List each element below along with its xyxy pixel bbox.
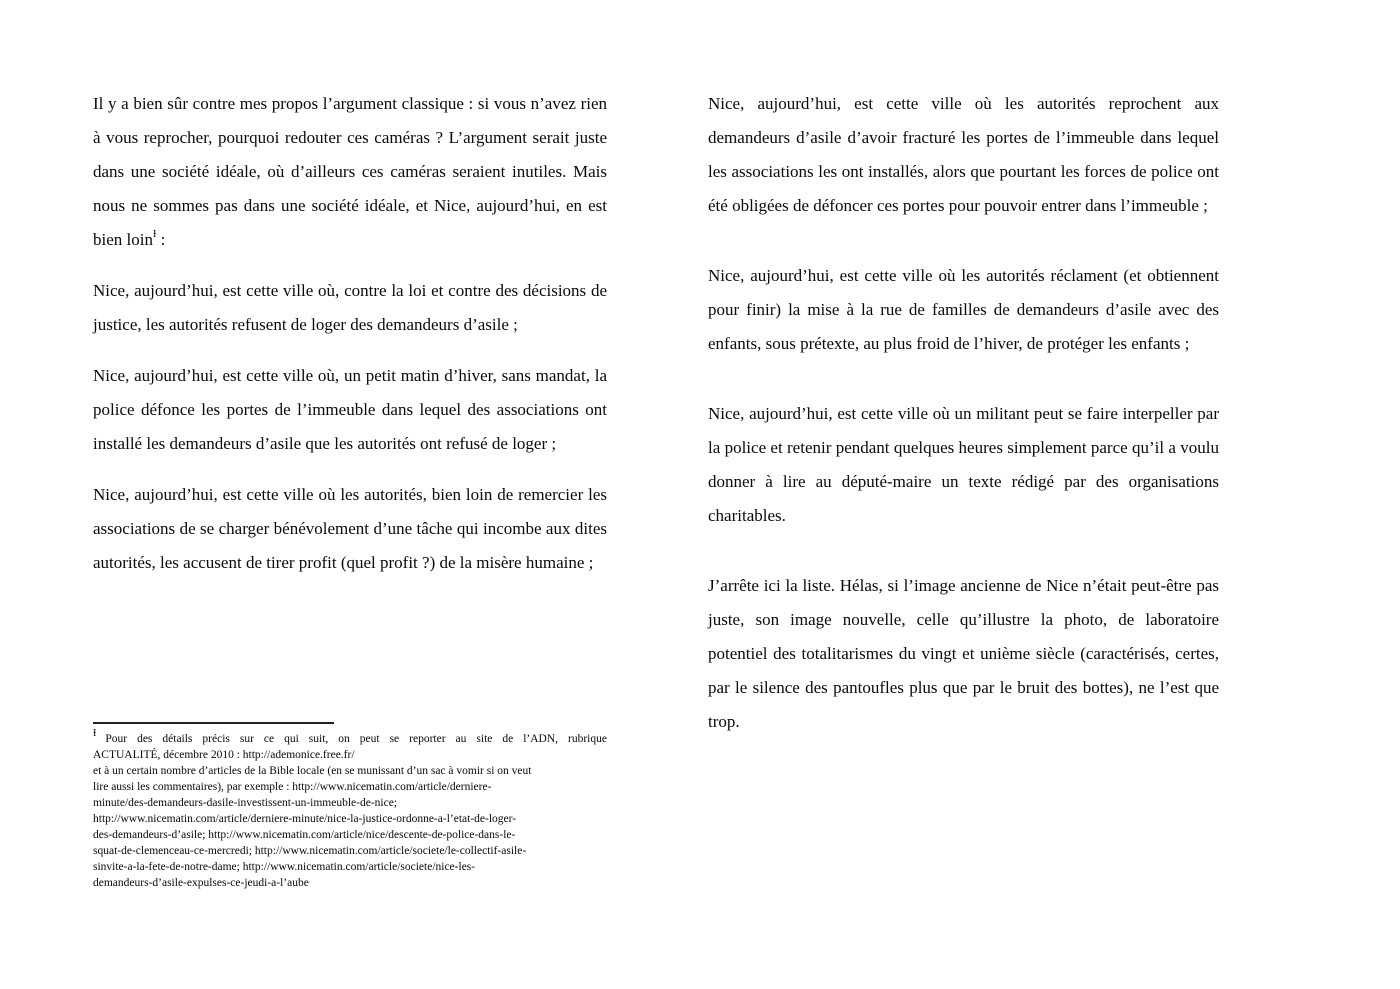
footnote-line: demandeurs-d’asile-expulses-ce-jeudi-a-l’aube	[93, 877, 309, 889]
body-paragraph: Nice, aujourd’hui, est cette ville où les autorités réclament (et obtiennent pour finir) la mise à la rue de familles de demandeurs d’asile avec des enfants, sous prétexte, au plus froid de l’hiver, de protéger les enfants ;	[708, 266, 1219, 353]
footnote-separator-rule	[93, 722, 334, 724]
footnote-line: sinvite-a-la-fete-de-notre-dame; http://www.nicematin.com/article/societe/nice-les-	[93, 861, 476, 873]
footnote-line: et à un certain nombre d’articles de la Bible locale (en se munissant d’un sac à vomir si on veut	[93, 765, 532, 777]
footnote-reference-marker: Ɨ	[152, 229, 157, 241]
footnote-line: des-demandeurs-d’asile; http://www.nicematin.com/article/nice/descente-de-police-dans-le-	[93, 829, 516, 841]
footnote-line: squat-de-clemenceau-ce-mercredi; http://www.nicematin.com/article/societe/le-collectif-asile-	[93, 845, 527, 857]
footnote-marker: Ɨ	[93, 728, 97, 740]
body-paragraph: Nice, aujourd’hui, est cette ville où, contre la loi et contre des décisions de justice, les autorités refusent de loger des demandeurs d’asile ;	[93, 281, 607, 334]
paragraph-text: Il y a bien sûr contre mes propos l’argument classique : si vous n’avez rien à vous reprocher, pourquoi redouter ces caméras ? L’argument serait juste dans une société idéale, où d’ailleurs ces caméras seraient inutiles. Mais nous ne sommes pas dans une société idéale, et Nice, aujourd’hui, en est bien loin	[93, 94, 607, 249]
body-paragraph	[93, 87, 607, 257]
body-paragraph: Nice, aujourd’hui, est cette ville où un militant peut se faire interpeller par la police et retenir pendant quelques heures simplement parce qu’il a voulu donner à lire au député-maire un texte rédigé par des organisations charitables.	[708, 404, 1219, 525]
right-column	[708, 87, 1219, 775]
footnote-line: lire aussi les commentaires), par exemple : http://www.nicematin.com/article/derniere-	[93, 781, 492, 793]
footnote-line	[93, 728, 607, 747]
footnote-line: ACTUALITÉ, décembre 2010 : http://ademonice.free.fr/	[93, 749, 355, 761]
footnote-line-text: Pour des détails précis sur ce qui suit, on peut se reporter au site de l’ADN, rubrique	[105, 733, 607, 745]
left-column	[93, 87, 607, 597]
body-paragraph: J’arrête ici la liste. Hélas, si l’image ancienne de Nice n’était peut-être pas juste, son image nouvelle, celle qu’illustre la photo, de laboratoire potentiel des totalitarismes du vingt et unième siècle (caractérisés, certes, par le silence des pantoufles plus que par le bruit des bottes), ne l’est que trop.	[708, 576, 1219, 731]
footnote-line: minute/des-demandeurs-dasile-investissent-un-immeuble-de-nice;	[93, 797, 398, 809]
body-paragraph: Nice, aujourd’hui, est cette ville où les autorités, bien loin de remercier les associations de se charger bénévolement d’une tâche qui incombe aux dites autorités, les accusent de tirer profit (quel profit ?) de la misère humaine ;	[93, 485, 607, 572]
body-paragraph: Nice, aujourd’hui, est cette ville où les autorités reprochent aux demandeurs d’asile d’avoir fracturé les portes de l’immeuble dans lequel les associations les ont installés, alors que pourtant les forces de police ont été obligées de défoncer ces portes pour pouvoir entrer dans l’immeuble ;	[708, 94, 1219, 215]
footnote-line: http://www.nicematin.com/article/derniere-minute/nice-la-justice-ordonne-a-l’etat-de-loger-	[93, 813, 517, 825]
footnote	[93, 722, 613, 891]
body-paragraph: Nice, aujourd’hui, est cette ville où, un petit matin d’hiver, sans mandat, la police défonce les portes de l’immeuble dans lequel des associations ont installé les demandeurs d’asile que les autorités ont refusé de loger ;	[93, 366, 607, 453]
paragraph-text: :	[156, 230, 166, 249]
footnote-text	[93, 728, 613, 891]
